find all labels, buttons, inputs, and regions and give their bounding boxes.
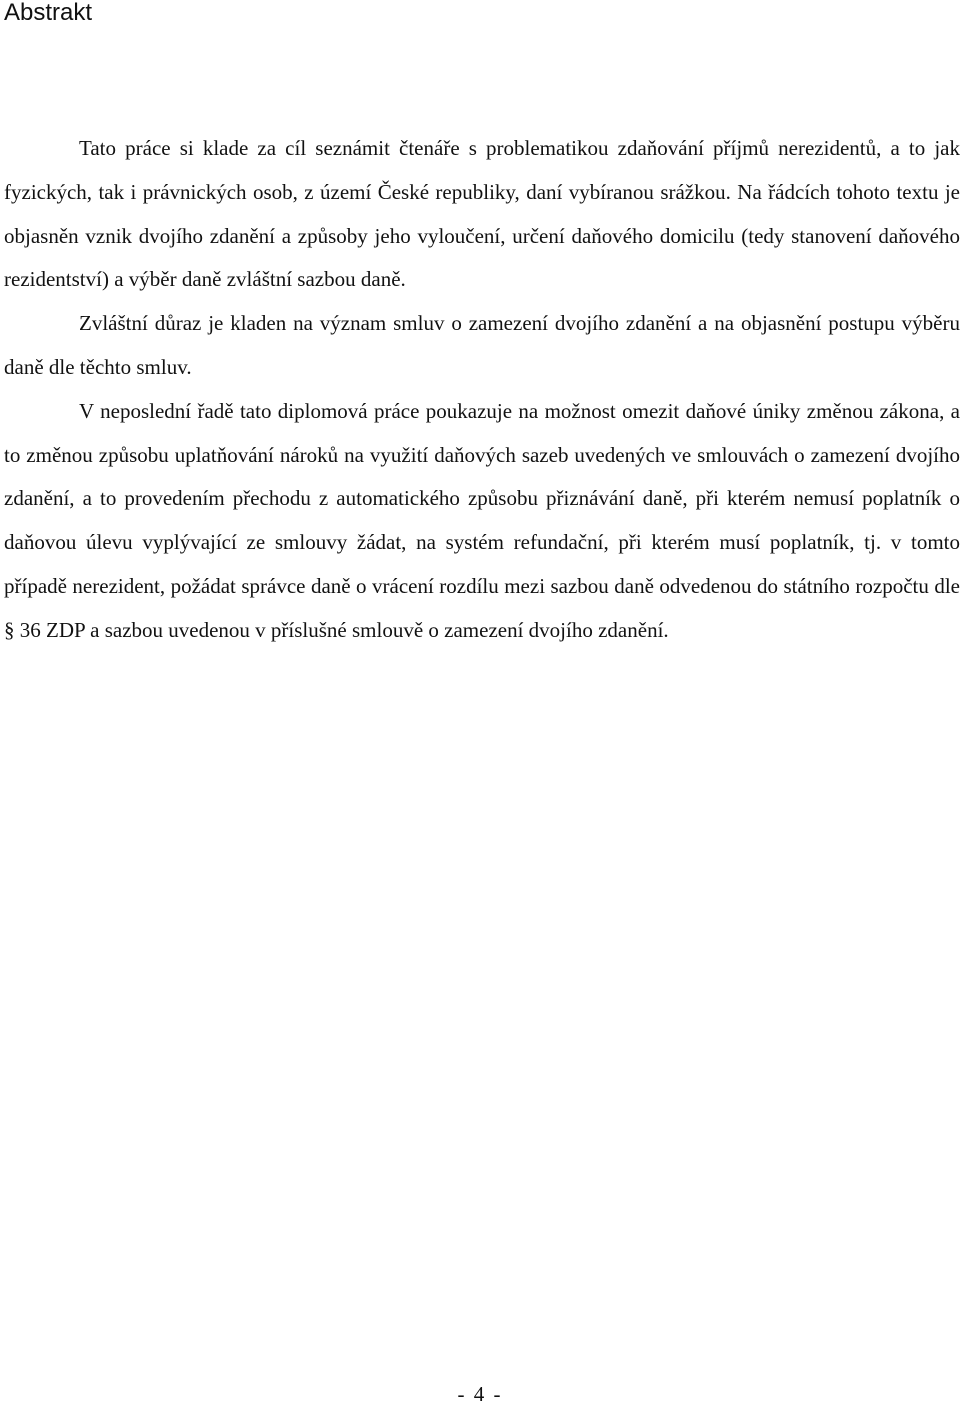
abstract-paragraph-3: V neposlední řadě tato diplomová práce poukazuje na možnost omezit daňové úniky změnou zákona, a to změnou způsobu uplatňování nároků na využití daňových sazeb uvedených ve smlouvách o zamezení dvojího zdanění, a to provedením přechodu z automatického způsobu přiznávání daně, při kterém nemusí poplatník o daňovou úlevu vyplývající ze smlouvy žádat, na systém refundační, při kterém musí poplatník, tj. v tomto případě nerezident, požádat správce daně o vrácení rozdílu mezi sazbou daně odvedenou do státního rozpočtu dle § 36 ZDP a sazbou uvedenou v příslušné smlouvě o zamezení dvojího zdanění. [4,398,960,642]
abstract-paragraph-1: Tato práce si klade za cíl seznámit čtenáře s problematikou zdaňování příjmů nerezidentů, a to jak fyzických, tak i právnických osob, z území České republiky, daní vybíranou srážkou. Na řádcích tohoto textu je objasněn vznik dvojího zdanění a způsoby jeho vyloučení, určení daňového domicilu (tedy stanovení daňového rezidentství) a výběr daně zvláštní sazbou daně. [4,136,960,292]
page-number: - 4 - [457,1382,503,1406]
abstract-body [4,127,960,653]
abstract-paragraph-2: Zvláštní důraz je kladen na význam smluv o zamezení dvojího zdanění a na objasnění postupu výběru daně dle těchto smluv. [4,311,960,379]
abstract-heading: Abstrakt [4,0,93,26]
